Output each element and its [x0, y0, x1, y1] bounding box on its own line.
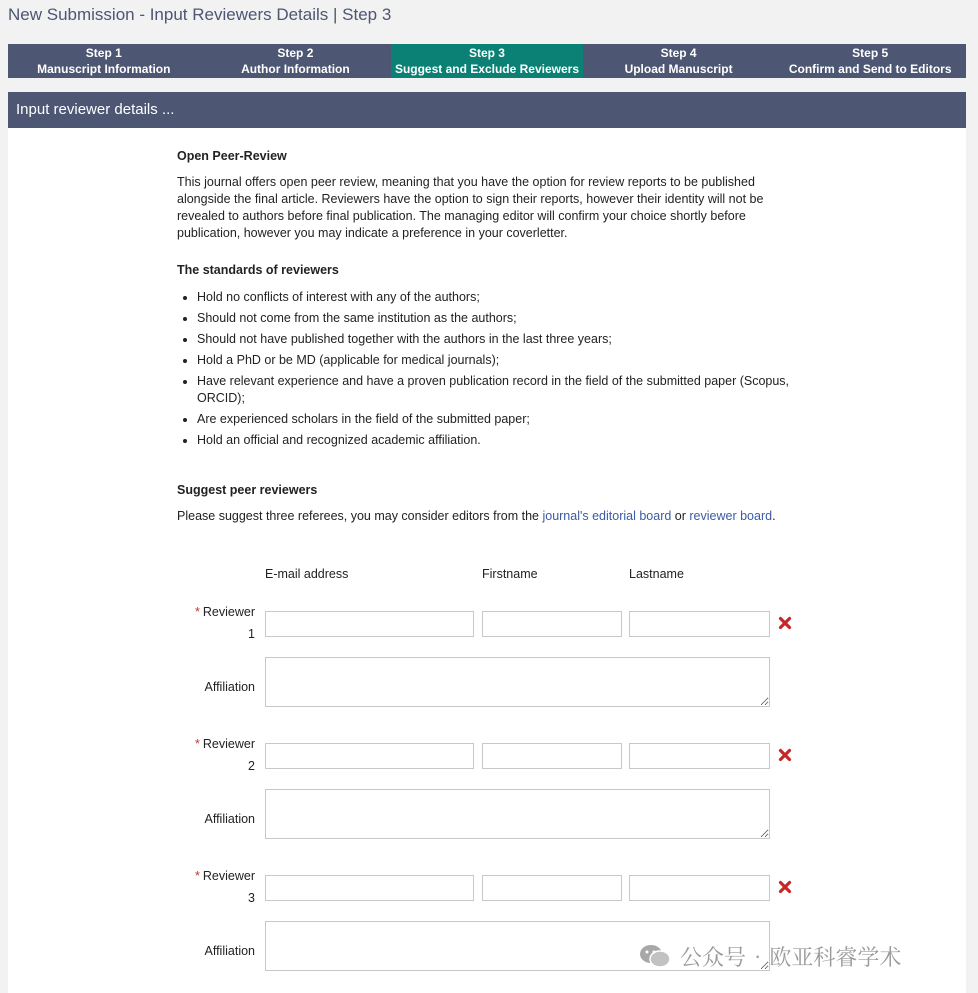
reviewer-board-link[interactable]: reviewer board [689, 509, 773, 523]
suggest-text-part: or [671, 509, 690, 523]
reviewer-1-lastname-input[interactable] [629, 611, 770, 637]
step-3-active[interactable] [391, 44, 583, 78]
form-panel [8, 128, 966, 993]
open-review-text: This journal offers open peer review, meaning that you have the option for review reports to be published alongside the final article. Reviewers have the option to sign their reports, however their identity will not be revealed to authors before final publication. The managing editor will confirm your choice shortly before publication, however you may indicate a preference in your coverletter. [177, 175, 764, 240]
reviewer-label-text: Reviewer [202, 869, 255, 883]
step-1[interactable] [8, 44, 200, 78]
page-title: New Submission - Input Reviewers Details | Step 3 [8, 5, 392, 24]
step-2[interactable] [200, 44, 392, 78]
open-review-heading: Open Peer-Review [177, 149, 287, 163]
watermark-separator: · [754, 943, 762, 968]
reviewer-1-label [177, 601, 255, 645]
reviewer-3-firstname-input[interactable] [482, 875, 622, 901]
required-marker: * [195, 869, 200, 883]
reviewer-3-affiliation-label: Affiliation [204, 944, 255, 958]
suggest-text [177, 508, 777, 525]
required-marker: * [195, 737, 200, 751]
list-item: • Hold an official and recognized academic affiliation. [197, 432, 797, 449]
watermark-name: 公众号 [680, 944, 747, 970]
reviewer-number: 3 [248, 891, 255, 905]
email-column-header: E-mail address [265, 567, 349, 581]
reviewer-label-text: Reviewer [202, 605, 255, 619]
remove-reviewer-2-icon[interactable] [778, 748, 792, 762]
list-item: • Hold a PhD or be MD (applicable for medical journals); [197, 352, 797, 369]
reviewer-1-affiliation-input[interactable] [265, 657, 770, 707]
list-item: • Should not come from the same institution as the authors; [197, 310, 797, 327]
required-marker: * [195, 605, 200, 619]
watermark [638, 940, 901, 972]
step-label: Manuscript Information [37, 62, 171, 76]
reviewer-3-lastname-input[interactable] [629, 875, 770, 901]
reviewer-3-email-input[interactable] [265, 875, 474, 901]
step-label: Suggest and Exclude Reviewers [394, 62, 580, 76]
list-item: • Should not have published together with the authors in the last three years; [197, 331, 797, 348]
reviewer-2-firstname-input[interactable] [482, 743, 622, 769]
list-item: • Are experienced scholars in the field of the submitted paper; [197, 411, 797, 428]
step-number: Step 5 [852, 46, 889, 60]
step-number: Step 1 [85, 46, 122, 60]
reviewer-label-text: Reviewer [202, 737, 255, 751]
reviewer-2-affiliation-label: Affiliation [204, 812, 255, 826]
reviewer-3-label [177, 865, 255, 909]
step-label: Confirm and Send to Editors [788, 62, 952, 76]
reviewer-2-label [177, 733, 255, 777]
reviewer-1-firstname-input[interactable] [482, 611, 622, 637]
step-number: Step 3 [468, 46, 505, 60]
wechat-icon [638, 943, 672, 969]
step-navigation [8, 44, 966, 78]
reviewer-1-email-input[interactable] [265, 611, 474, 637]
reviewer-number: 2 [248, 759, 255, 773]
suggest-text-part: Please suggest three referees, you may consider editors from the [177, 509, 543, 523]
remove-reviewer-3-icon[interactable] [778, 880, 792, 894]
watermark-brand: 欧亚科睿学术 [769, 944, 902, 970]
suggest-heading: Suggest peer reviewers [177, 483, 318, 497]
firstname-column-header: Firstname [482, 567, 538, 581]
step-number: Step 4 [660, 46, 697, 60]
step-label: Upload Manuscript [624, 62, 733, 76]
step-4[interactable] [583, 44, 775, 78]
list-item: • Have relevant experience and have a proven publication record in the field of the submitted paper (Scopus, ORCID); [197, 373, 797, 407]
lastname-column-header: Lastname [629, 567, 684, 581]
suggest-text-part: . [772, 509, 776, 523]
reviewer-2-affiliation-input[interactable] [265, 789, 770, 839]
list-item: • Hold no conflicts of interest with any of the authors; [197, 289, 797, 306]
reviewer-1-affiliation-label: Affiliation [204, 680, 255, 694]
section-header: Input reviewer details ... [8, 92, 966, 128]
standards-heading: The standards of reviewers [177, 263, 339, 277]
reviewer-2-lastname-input[interactable] [629, 743, 770, 769]
standards-list [177, 289, 797, 453]
reviewer-number: 1 [248, 627, 255, 641]
step-5[interactable] [774, 44, 966, 78]
editorial-board-link[interactable]: journal's editorial board [542, 509, 672, 523]
reviewer-2-email-input[interactable] [265, 743, 474, 769]
step-number: Step 2 [277, 46, 314, 60]
step-label: Author Information [241, 62, 350, 76]
remove-reviewer-1-icon[interactable] [778, 616, 792, 630]
